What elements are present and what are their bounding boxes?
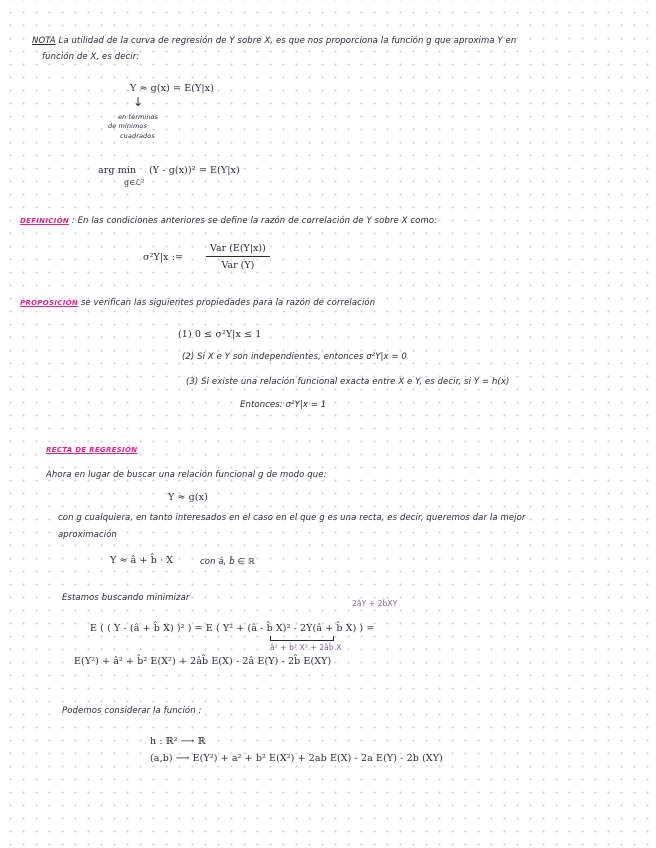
recta-heading: RECTA DE REGRESIÓN: [46, 446, 138, 454]
proposicion-text: se verifican las siguientes propiedades para la razón de correlación: [80, 298, 376, 308]
annotation-3: cuadrados: [120, 132, 155, 140]
function-definition: (a,b) ⟶ E(Y²) + a² + b² E(X²) + 2ab E(X) - 2a E(Y) - 2b (XY): [150, 753, 443, 764]
underbrace: [270, 636, 334, 641]
nota-line-2: función de X, es decir:: [42, 52, 140, 62]
recta-eq-2-condition: con â, b̂ ∈ ℝ: [200, 557, 255, 567]
recta-eq-2: Y ≈ â + b̂ · X: [110, 555, 174, 566]
definicion-text: : En las condiciones anteriores se define la razón de correlación de Y sobre X como:: [71, 216, 438, 226]
nota-formula: Y ≈ g(x) = E(Y|x): [130, 83, 214, 94]
nota-label: NOTA: [32, 36, 56, 46]
recta-eq-4: E(Y²) + â² + b̂² E(X²) + 2âb̂ E(X) - 2â E(Y) - 2b̂ E(XY): [74, 656, 332, 667]
fraction-denominator: Var (Y): [221, 260, 255, 271]
definicion-line: [20, 216, 437, 227]
recta-line-4: Estamos buscando minimizar: [62, 593, 190, 603]
property-2: (2) Si X e Y son independientes, entonces σ²Y|x = 0: [182, 352, 407, 362]
property-1: (1) 0 ≤ σ²Y|x ≤ 1: [178, 329, 262, 340]
annotation-bottom: â² + b̂² X² + 2âb̂ X: [270, 643, 342, 652]
argmin-prefix: arg min: [98, 165, 137, 176]
annotation-2: de mínimos: [108, 122, 147, 130]
property-3-conclusion: Entonces: σ²Y|x = 1: [240, 400, 327, 410]
proposicion-label: PROPOSICIÓN: [20, 299, 79, 307]
correlation-ratio-fraction: [206, 243, 270, 271]
nota-line-1: [32, 36, 516, 47]
function-domain: h : ℝ² ⟶ ℝ: [150, 736, 206, 747]
down-arrow-icon: ↓: [133, 95, 144, 109]
recta-eq-1: Y ≈ g(x): [168, 492, 208, 503]
recta-line-3: aproximación: [58, 530, 118, 540]
definicion-lhs: σ²Y|x :=: [143, 252, 184, 263]
argmin-formula: (Y - g(x))² = E(Y|x): [149, 165, 240, 176]
definicion-label: DEFINICIÓN: [20, 217, 69, 225]
nota-text-1: La utilidad de la curva de regresión de Y sobre X, es que nos proporciona la función g que aproxima Y en: [58, 36, 517, 46]
recta-line-1: Ahora en lugar de buscar una relación funcional g de modo que:: [46, 470, 327, 480]
annotation-top: 2âY + 2b̂XY: [352, 599, 398, 608]
argmin-sub: g∈ℒ²: [124, 178, 145, 187]
recta-line-2: con g cualquiera, en tanto interesados en el caso en el que g es una recta, es decir, queremos dar la mejor: [58, 513, 526, 523]
recta-line-5: Podemos considerar la función :: [62, 706, 202, 716]
fraction-numerator: Var (E(Y|x)): [206, 243, 270, 257]
annotation-1: en términos: [118, 113, 159, 121]
proposicion-line: [20, 298, 375, 309]
recta-eq-3: E ( ( Y - (â + b̂ X) )² ) = E ( Y² + (â - b̂ X)² - 2Y(â + b̂ X) ) =: [90, 623, 375, 634]
property-3: (3) Si existe una relación funcional exacta entre X e Y, es decir, si Y = h(x): [186, 377, 510, 387]
